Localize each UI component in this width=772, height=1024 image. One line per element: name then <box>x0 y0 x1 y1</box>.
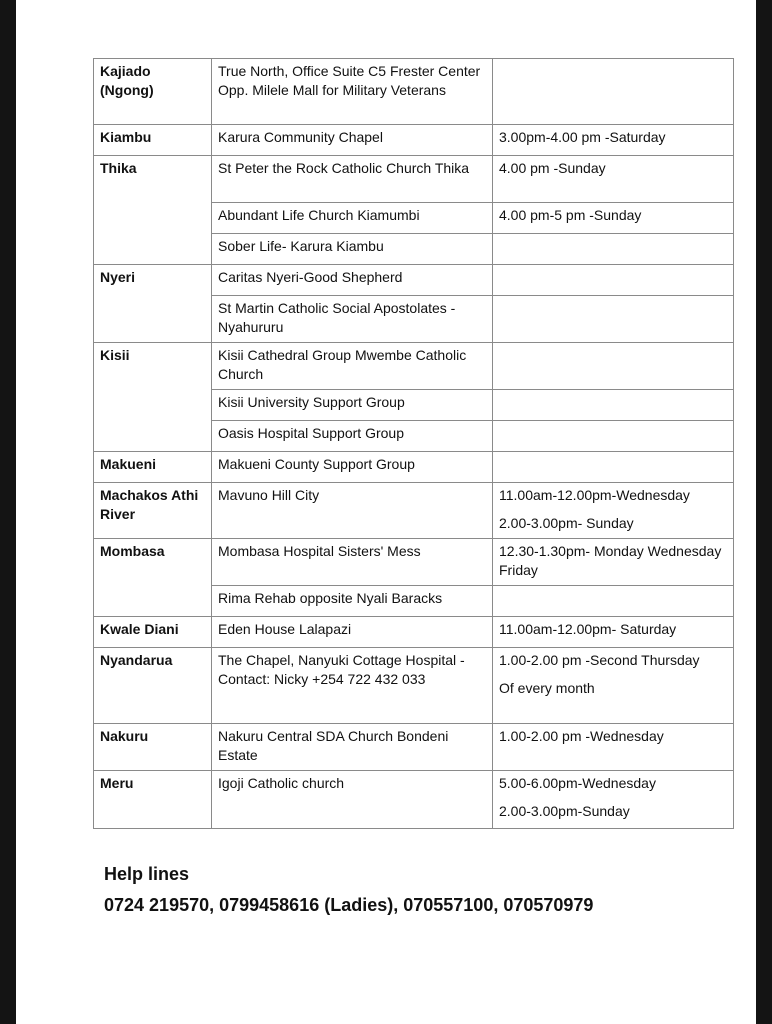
location-cell: Oasis Hospital Support Group <box>212 421 493 452</box>
time-cell <box>493 296 734 343</box>
location-cell: Mavuno Hill City <box>212 483 493 539</box>
location-cell: Makueni County Support Group <box>212 452 493 483</box>
table-row <box>94 59 734 125</box>
location-cell: Eden House Lalapazi <box>212 617 493 648</box>
table-row <box>94 452 734 483</box>
region-cell: Mombasa <box>94 539 212 617</box>
time-cell: 3.00pm-4.00 pm -Saturday <box>493 125 734 156</box>
location-cell: Igoji Catholic church <box>212 771 493 829</box>
time-cell <box>493 421 734 452</box>
table-row <box>94 265 734 296</box>
time-cell <box>493 483 734 539</box>
time-cell: 1.00-2.00 pm -Wednesday <box>493 724 734 771</box>
time-cell <box>493 265 734 296</box>
table-row <box>94 343 734 390</box>
support-groups-table <box>93 58 734 829</box>
help-lines-section <box>104 864 593 916</box>
location-cell: St Martin Catholic Social Apostolates - Nyahururu <box>212 296 493 343</box>
location-cell: Kisii Cathedral Group Mwembe Catholic Church <box>212 343 493 390</box>
time-cell <box>493 586 734 617</box>
region-cell: Kajiado (Ngong) <box>94 59 212 125</box>
time-cell <box>493 648 734 724</box>
region-cell: Kisii <box>94 343 212 452</box>
location-cell: Abundant Life Church Kiamumbi <box>212 203 493 234</box>
time-cell <box>493 234 734 265</box>
time-cell <box>493 452 734 483</box>
location-cell: True North, Office Suite C5 Frester Center Opp. Milele Mall for Military Veterans <box>212 59 493 125</box>
region-cell: Makueni <box>94 452 212 483</box>
time-cell <box>493 59 734 125</box>
document-page <box>16 0 756 1024</box>
help-lines-numbers: 0724 219570, 0799458616 (Ladies), 070557100, 070570979 <box>104 895 594 915</box>
location-cell: The Chapel, Nanyuki Cottage Hospital - Contact: Nicky +254 722 432 033 <box>212 648 493 724</box>
region-cell: Machakos Athi River <box>94 483 212 539</box>
location-cell: Rima Rehab opposite Nyali Baracks <box>212 586 493 617</box>
time-cell <box>493 343 734 390</box>
table-row <box>94 724 734 771</box>
location-cell: St Peter the Rock Catholic Church Thika <box>212 156 493 203</box>
table-row <box>94 156 734 203</box>
location-cell: Mombasa Hospital Sisters' Mess <box>212 539 493 586</box>
time-line: 2.00-3.00pm- Sunday <box>499 514 634 531</box>
location-cell: Nakuru Central SDA Church Bondeni Estate <box>212 724 493 771</box>
location-cell: Caritas Nyeri-Good Shepherd <box>212 265 493 296</box>
location-cell: Sober Life- Karura Kiambu <box>212 234 493 265</box>
region-cell: Kwale Diani <box>94 617 212 648</box>
time-line: 2.00-3.00pm-Sunday <box>499 802 630 819</box>
table-row <box>94 648 734 724</box>
region-cell: Kiambu <box>94 125 212 156</box>
time-line: 11.00am-12.00pm-Wednesday <box>499 487 690 503</box>
location-cell: Karura Community Chapel <box>212 125 493 156</box>
region-cell: Nyeri <box>94 265 212 343</box>
time-cell: 11.00am-12.00pm- Saturday <box>493 617 734 648</box>
region-cell: Nakuru <box>94 724 212 771</box>
region-cell: Nyandarua <box>94 648 212 724</box>
time-line: 1.00-2.00 pm -Second Thursday <box>499 652 700 668</box>
help-lines-title: Help lines <box>104 864 190 884</box>
time-cell <box>493 390 734 421</box>
time-cell: 4.00 pm-5 pm -Sunday <box>493 203 734 234</box>
table-row <box>94 125 734 156</box>
time-line: 5.00-6.00pm-Wednesday <box>499 775 656 791</box>
table-row <box>94 483 734 539</box>
table-row <box>94 539 734 586</box>
time-cell: 4.00 pm -Sunday <box>493 156 734 203</box>
table-row <box>94 771 734 829</box>
time-cell <box>493 771 734 829</box>
region-cell: Meru <box>94 771 212 829</box>
time-cell: 12.30-1.30pm- Monday Wednesday Friday <box>493 539 734 586</box>
table-row <box>94 617 734 648</box>
location-cell: Kisii University Support Group <box>212 390 493 421</box>
region-cell: Thika <box>94 156 212 265</box>
time-line: Of every month <box>499 679 595 696</box>
